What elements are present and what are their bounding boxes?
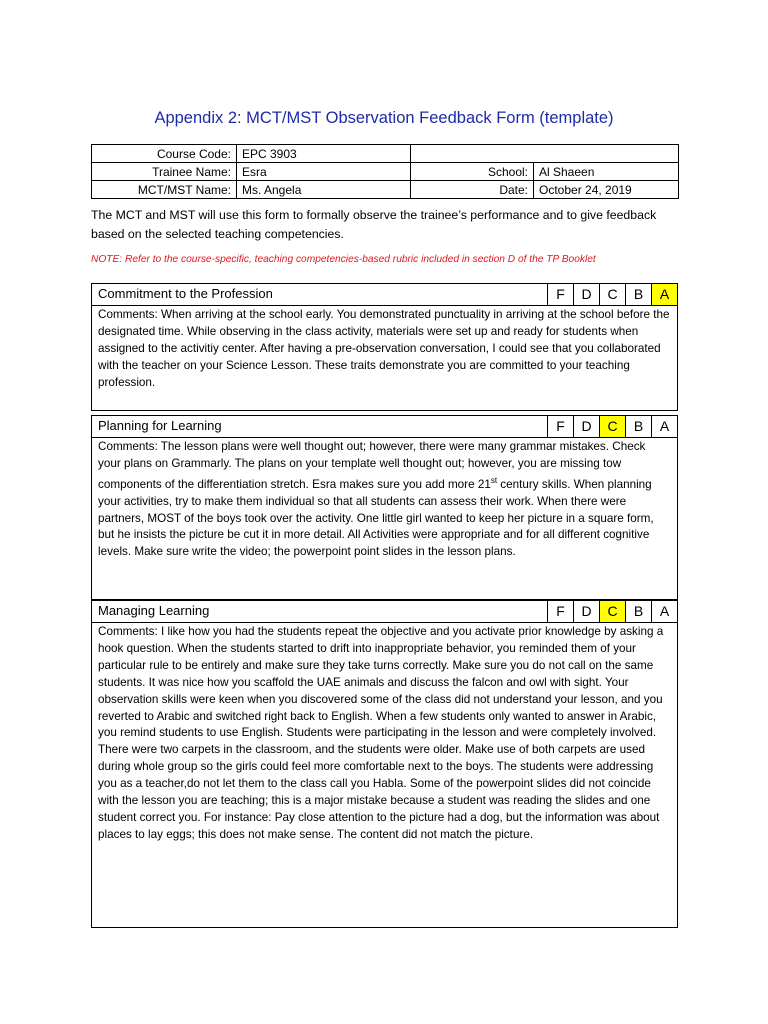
course-code-row (92, 145, 679, 163)
grade-b: B (625, 601, 651, 622)
section-comments: Comments: I like how you had the students repeat the objective and you activate prior knowledge by asking a hook question. When the students started to drift into inappropriate behavior, you reminded them of your particular rule to be entirely and make sure they take turns correctly. Make sure you do not call on the same students. It was nice how you scaffold the UAE animals and discuss the falcon and owl with sight. Your observation skills were keen when you discovered some of the class did not understand your lesson, and you reverted to Arabic and switched right back to English. When a few students only wanted to answer in Arabic, you remind students to use English. Students were participating in the lesson and were completely involved. There were two carpets in the classroom, and the students were older. Make use of both carpets are used during whole group so the girls could feel more comfortable next to the boys. The students were addressing you as a teacher,do not let them to the class call you Habla. Some of the powerpoint slides did not coincide with the lesson you are teaching; this is a major mistake because a student was reading the slides and one student correct you. For instance: Pay close attention to the picture had a dog, but the information was about places to lay eggs; this does not make sense. The content did not match the picture. (98, 625, 664, 841)
superscript: st (490, 475, 498, 485)
section-header (92, 601, 677, 623)
course-code-label: Course Code: (92, 145, 237, 163)
grade-b: B (625, 416, 651, 437)
grade-a: A (651, 601, 677, 622)
grade-c: C (599, 284, 625, 305)
mct-name-label: MCT/MST Name: (92, 181, 237, 199)
date-label: Date: (411, 181, 534, 199)
section-managing (91, 600, 678, 928)
intro-paragraph: The MCT and MST will use this form to formally observe the trainee’s performance and to give feedback based on the selected teaching competencies. (91, 208, 657, 241)
grade-scale (547, 601, 677, 622)
grade-c: C (599, 416, 625, 437)
school-label: School: (411, 163, 534, 181)
grade-a: A (651, 284, 677, 305)
section-title: Commitment to the Profession (98, 286, 273, 301)
section-header (92, 416, 677, 438)
grade-d: D (573, 601, 599, 622)
grade-a: A (651, 416, 677, 437)
grade-d: D (573, 284, 599, 305)
date-value: October 24, 2019 (534, 181, 679, 199)
grade-f: F (547, 601, 573, 622)
comments-text: century skills. When planning your activities, try to make them individual so that all students can assess their work. When there were partners, MOST of the boys took over the activity. One little girl wanted to keep her picture in a square form, but he insists the picture be cut it in more detail. All Activities were appropriate and for all different cognitive levels. Make sure write the video; the powerpoint point slides in the lesson plans. (98, 477, 654, 559)
section-comments (92, 438, 677, 561)
grade-b: B (625, 284, 651, 305)
section-header (92, 284, 677, 306)
grade-f: F (547, 284, 573, 305)
grade-f: F (547, 416, 573, 437)
comments-text: Comments: The lesson plans were well thought out; however, there were many grammar mistakes. Check your plans on Grammarly. The plans on your template well thought out; however, you are missing tow components of the differentiation stretch. Esra makes sure you add more 21 (98, 440, 646, 491)
section-title: Managing Learning (98, 603, 210, 618)
empty-cell (411, 145, 679, 163)
trainee-row (92, 163, 679, 181)
section-planning (91, 415, 678, 600)
mct-name-value: Ms. Angela (237, 181, 411, 199)
trainee-name-label: Trainee Name: (92, 163, 237, 181)
note-text: NOTE: Refer to the course-specific, teaching competencies-based rubric included in section D of the TP Booklet (91, 254, 596, 265)
section-title: Planning for Learning (98, 418, 222, 433)
mct-row (92, 181, 679, 199)
page-title: Appendix 2: MCT/MST Observation Feedback Form (template) (154, 109, 614, 127)
school-value: Al Shaeen (534, 163, 679, 181)
grade-scale (547, 416, 677, 437)
section-comments: Comments: When arriving at the school early. You demonstrated punctuality in arriving at the school before the designated time. While observing in the class activity, materials were set up and ready for students when assigned to the activitiy center. After having a pre-observation conversation, I could see that you collaborated with the teacher on your Science Lesson. These traits demonstrate you are committed to your teaching profession. (98, 308, 670, 389)
course-code-value: EPC 3903 (237, 145, 411, 163)
trainee-name-value: Esra (237, 163, 411, 181)
section-commitment (91, 283, 678, 411)
course-info-table (91, 144, 679, 199)
grade-c: C (599, 601, 625, 622)
grade-scale (547, 284, 677, 305)
grade-d: D (573, 416, 599, 437)
